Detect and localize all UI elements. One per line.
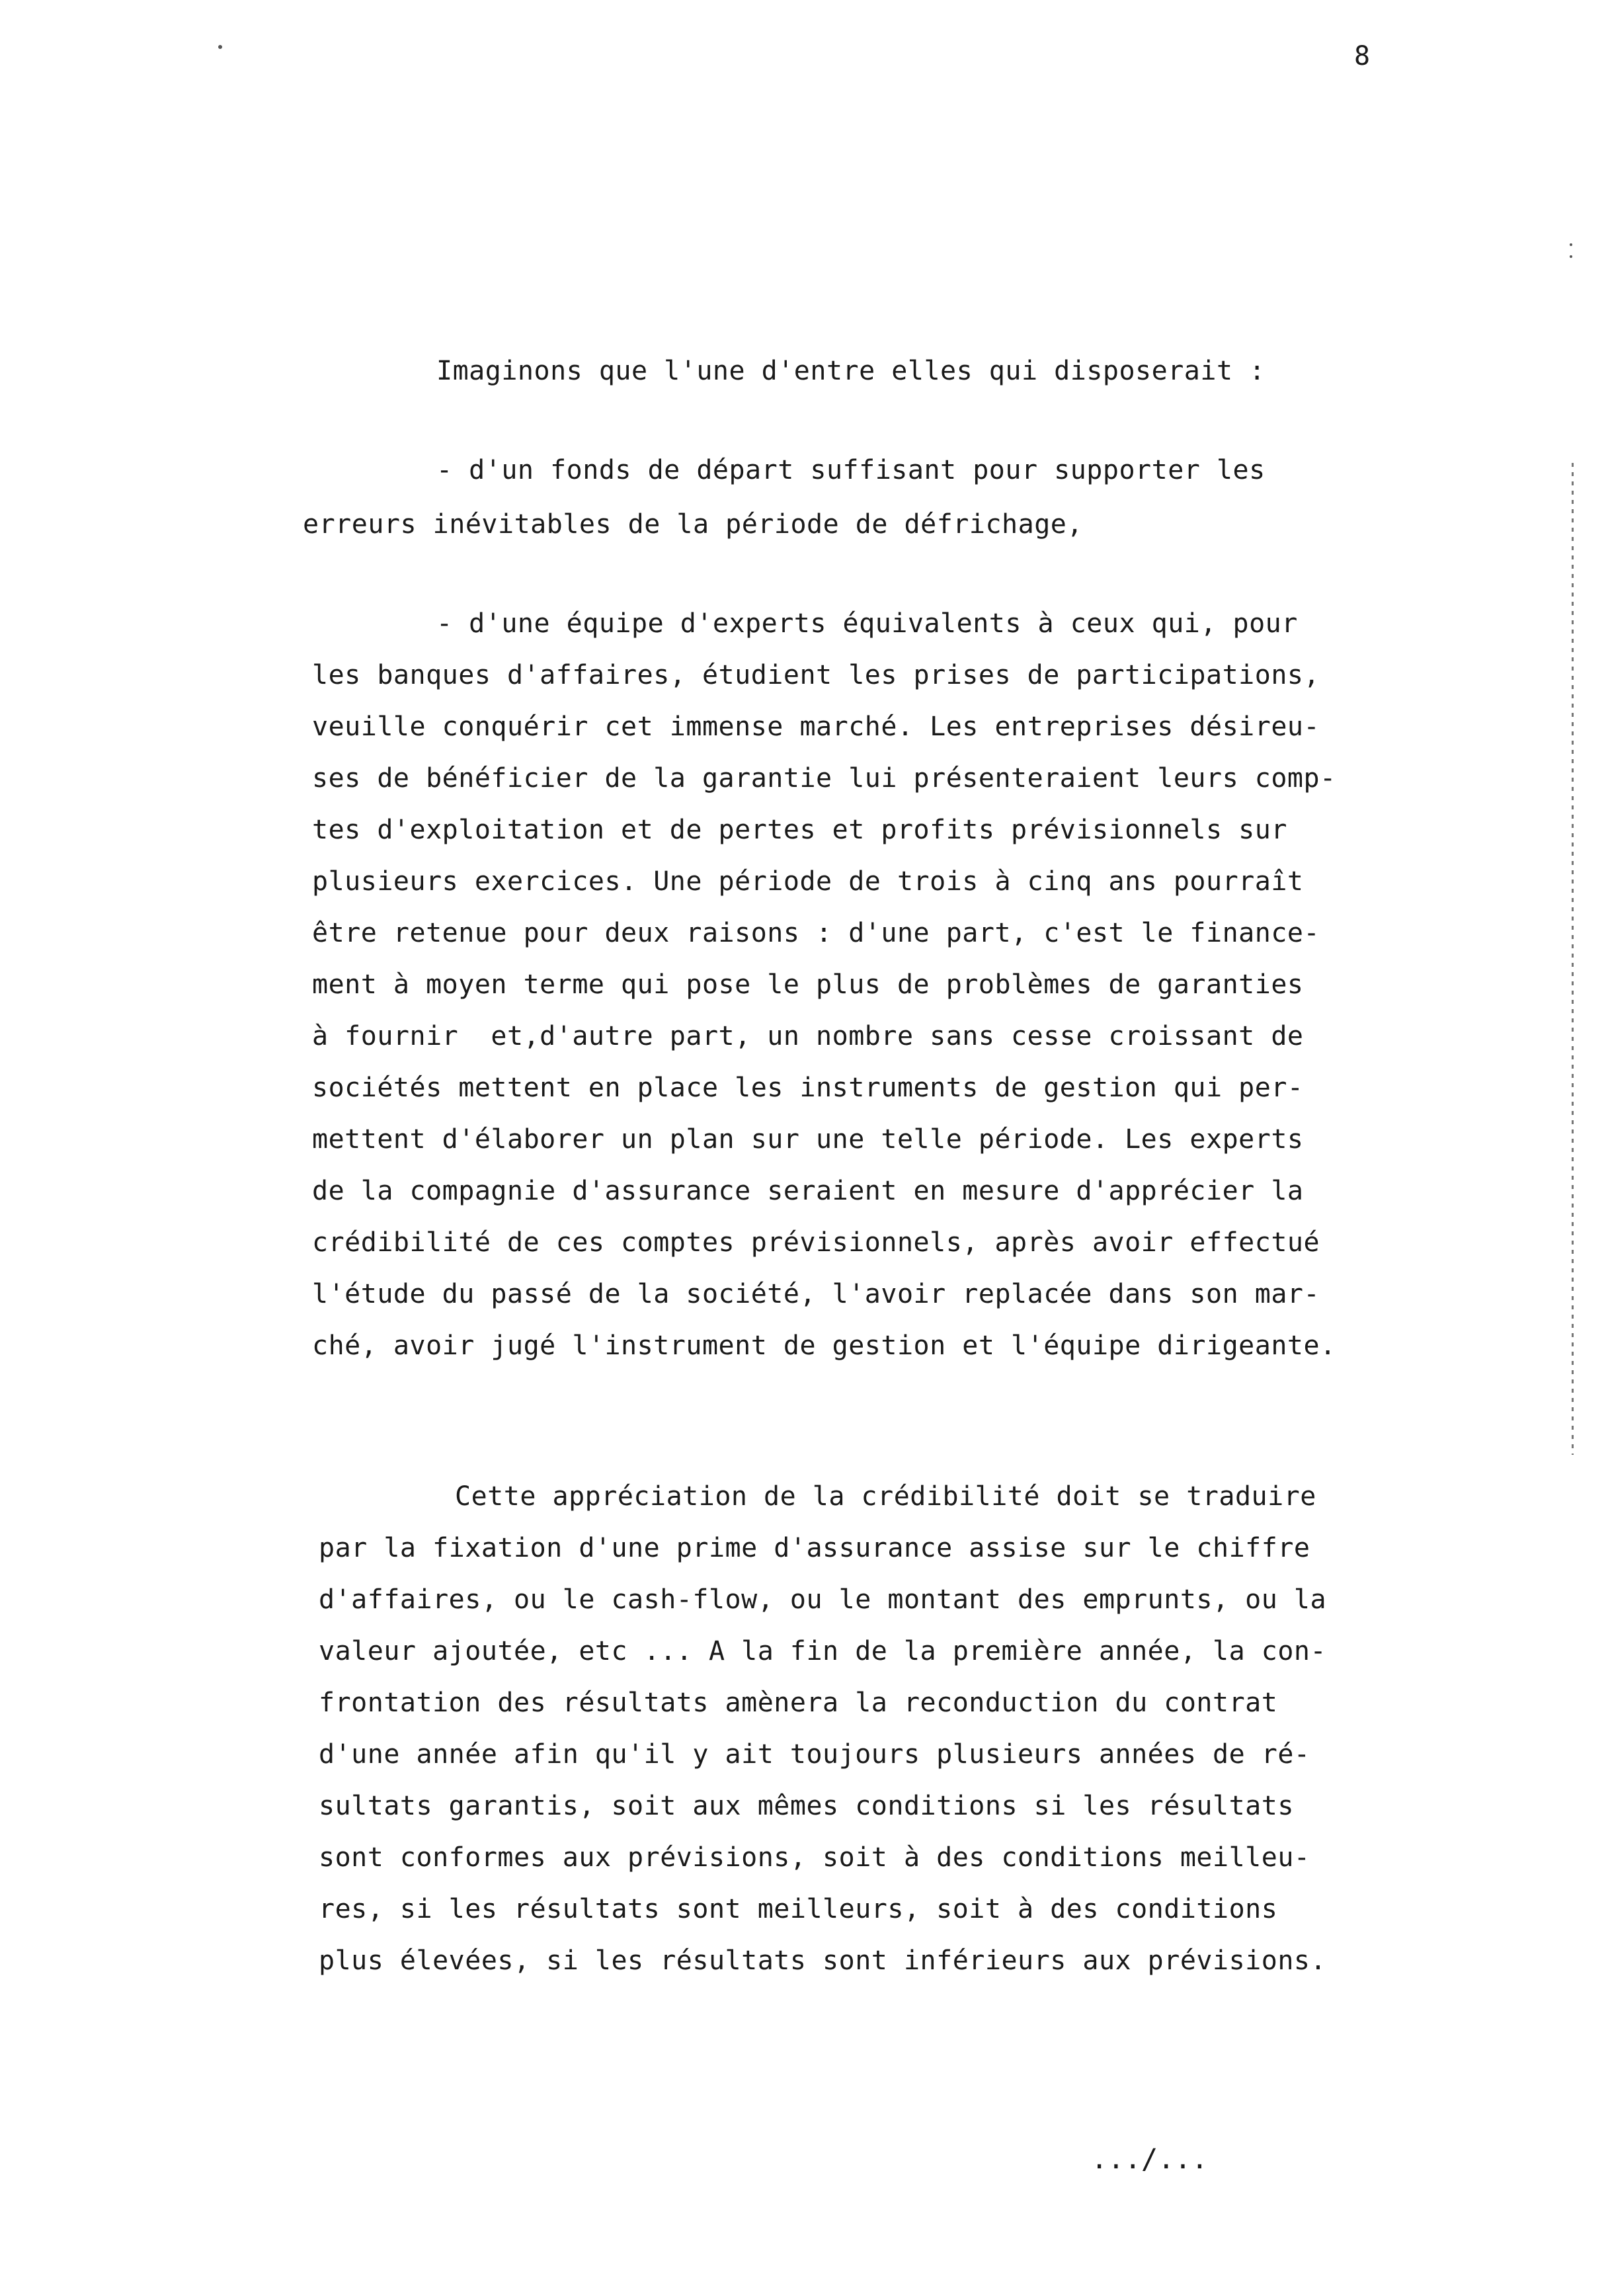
text-line: les banques d'affaires, étudient les prises de participations, (312, 660, 1320, 690)
text-line: frontation des résultats amènera la reconduction du contrat (319, 1688, 1278, 1718)
text-line: mettent d'élaborer un plan sur une telle période. Les experts (312, 1124, 1304, 1155)
scan-speck (218, 45, 222, 49)
text-line: res, si les résultats sont meilleurs, soit à des conditions (319, 1894, 1278, 1924)
text-line: sociétés mettent en place les instruments de gestion qui per- (312, 1073, 1304, 1103)
text-line: veuille conquérir cet immense marché. Les entreprises désireu- (312, 712, 1320, 742)
text-line: Imaginons que l'une d'entre elles qui disposerait : (436, 356, 1266, 386)
text-line: Cette appréciation de la crédibilité doit se traduire (455, 1481, 1316, 1512)
page-number: 8 (1354, 41, 1371, 71)
text-line: de la compagnie d'assurance seraient en mesure d'apprécier la (312, 1176, 1304, 1206)
text-line: tes d'exploitation et de pertes et profits prévisionnels sur (312, 815, 1287, 845)
text-line: - d'une équipe d'experts équivalents à ceux qui, pour (436, 608, 1298, 639)
scan-edge-mark (1572, 463, 1574, 1455)
scan-speck (1570, 255, 1572, 258)
text-line: crédibilité de ces comptes prévisionnels, après avoir effectué (312, 1227, 1320, 1258)
text-line: ché, avoir jugé l'instrument de gestion et l'équipe dirigeante. (312, 1331, 1336, 1361)
text-line: plusieurs exercices. Une période de trois à cinq ans pourraît (312, 866, 1304, 897)
page-footer: .../... (1091, 2143, 1209, 2175)
text-line: d'une année afin qu'il y ait toujours plusieurs années de ré- (319, 1739, 1310, 1770)
text-line: sultats garantis, soit aux mêmes conditions si les résultats (319, 1791, 1294, 1821)
scan-speck (1570, 243, 1572, 246)
text-line: par la fixation d'une prime d'assurance assise sur le chiffre (319, 1533, 1310, 1563)
text-line: plus élevées, si les résultats sont inférieurs aux prévisions. (319, 1946, 1327, 1976)
text-line: ses de bénéficier de la garantie lui présenteraient leurs comp- (312, 763, 1336, 794)
text-line: à fournir et,d'autre part, un nombre sans cesse croissant de (312, 1021, 1304, 1051)
text-line: sont conformes aux prévisions, soit à des conditions meilleu- (319, 1842, 1310, 1873)
text-line: ment à moyen terme qui pose le plus de problèmes de garanties (312, 969, 1304, 1000)
text-line: être retenue pour deux raisons : d'une part, c'est le finance- (312, 918, 1320, 948)
text-line: l'étude du passé de la société, l'avoir replacée dans son mar- (312, 1279, 1320, 1309)
text-line: erreurs inévitables de la période de défrichage, (303, 509, 1083, 540)
text-line: valeur ajoutée, etc ... A la fin de la première année, la con- (319, 1636, 1327, 1666)
text-line: - d'un fonds de départ suffisant pour supporter les (436, 455, 1266, 485)
text-line: d'affaires, ou le cash-flow, ou le montant des emprunts, ou la (319, 1584, 1327, 1615)
